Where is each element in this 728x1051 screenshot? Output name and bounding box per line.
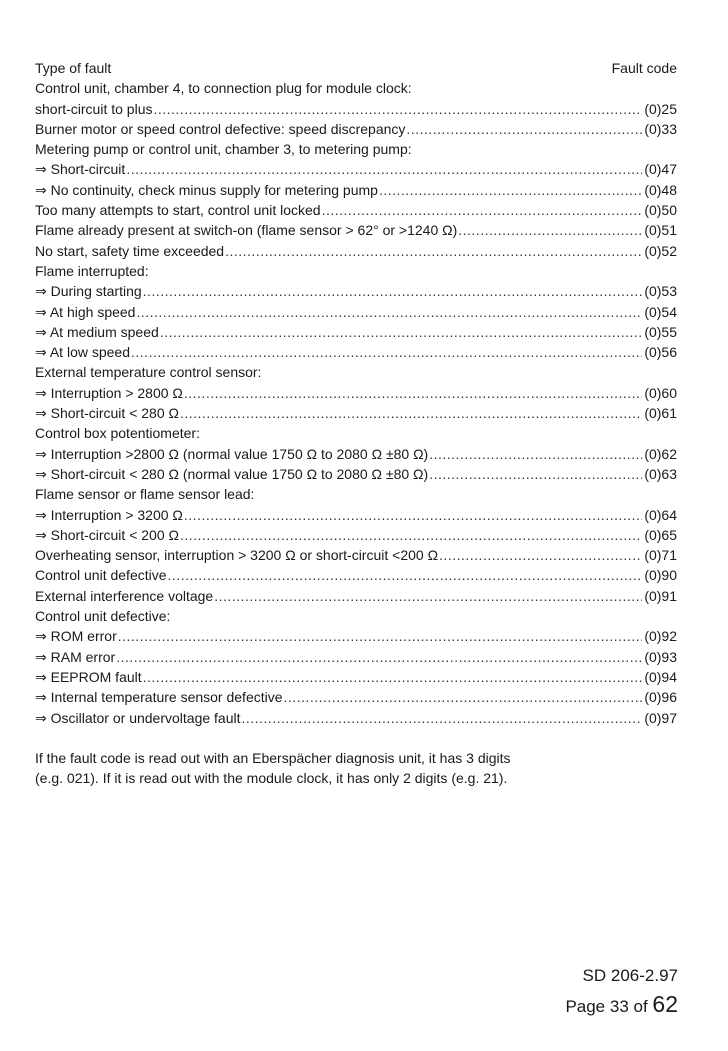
- dot-leader: [184, 383, 642, 403]
- fault-row: [35, 383, 677, 403]
- fault-description: Too many attempts to start, control unit locked: [35, 202, 321, 219]
- fault-row: [35, 99, 677, 119]
- page-footer: [565, 962, 678, 1021]
- fault-row: [35, 545, 677, 565]
- dot-leader: [379, 180, 642, 200]
- dot-leader: [322, 200, 643, 220]
- fault-row: [35, 159, 677, 179]
- fault-list: [35, 78, 677, 728]
- fault-code: (0)96: [644, 689, 677, 706]
- dot-leader: [136, 302, 642, 322]
- fault-code: (0)64: [644, 506, 677, 523]
- dot-leader: [143, 667, 643, 687]
- fault-description: ⇒ At medium speed: [35, 323, 159, 340]
- fault-description: No start, safety time exceeded: [35, 242, 225, 259]
- fault-code: (0)94: [644, 668, 677, 685]
- dot-leader: [143, 281, 643, 301]
- fault-description: ⇒ No continuity, check minus supply for metering pump: [35, 181, 378, 198]
- note-line: If the fault code is read out with an Eberspächer diagnosis unit, it has 3 digits: [35, 749, 511, 766]
- fault-code-header: Fault code: [611, 60, 677, 76]
- dot-leader: [180, 403, 642, 423]
- fault-code: (0)97: [644, 709, 677, 726]
- fault-description: External interference voltage: [35, 587, 214, 604]
- fault-row: [35, 119, 677, 139]
- note-paragraph: [35, 748, 677, 789]
- fault-code: (0)25: [644, 100, 677, 117]
- fault-code: (0)47: [644, 161, 677, 178]
- fault-group-heading: [35, 606, 677, 626]
- fault-description: ⇒ Short-circuit < 280 Ω (normal value 1750 Ω to 2080 Ω ±80 Ω): [35, 465, 429, 482]
- fault-code: (0)93: [644, 648, 677, 665]
- dot-leader: [225, 241, 642, 261]
- fault-description: ⇒ During starting: [35, 283, 142, 300]
- fault-code: (0)50: [644, 202, 677, 219]
- fault-code: (0)65: [644, 526, 677, 543]
- dot-leader: [168, 565, 643, 585]
- fault-code: (0)60: [644, 384, 677, 401]
- fault-row: [35, 687, 677, 707]
- fault-group-heading: [35, 261, 677, 281]
- fault-code: (0)62: [644, 445, 677, 462]
- dot-leader: [458, 220, 642, 240]
- fault-row: [35, 464, 677, 484]
- type-of-fault-header: Type of fault: [35, 60, 112, 76]
- fault-description: External temperature control sensor:: [35, 364, 262, 381]
- dot-leader: [429, 444, 642, 464]
- fault-description: Metering pump or control unit, chamber 3, to metering pump:: [35, 141, 412, 158]
- fault-description: ⇒ Interruption > 3200 Ω: [35, 506, 183, 523]
- fault-row: [35, 647, 677, 667]
- dot-leader: [214, 586, 642, 606]
- fault-row: [35, 342, 677, 362]
- fault-row: [35, 403, 677, 423]
- dot-leader: [126, 159, 642, 179]
- dot-leader: [242, 708, 643, 728]
- fault-group-heading: [35, 139, 677, 159]
- fault-row: [35, 180, 677, 200]
- fault-row: [35, 708, 677, 728]
- page-prefix: Page 33 of: [565, 997, 653, 1016]
- fault-description: ⇒ Oscillator or undervoltage fault: [35, 709, 241, 726]
- fault-code: (0)53: [644, 283, 677, 300]
- fault-row: [35, 200, 677, 220]
- fault-group-heading: [35, 423, 677, 443]
- fault-row: [35, 281, 677, 301]
- fault-description: Control box potentiometer:: [35, 425, 200, 442]
- dot-leader: [439, 545, 642, 565]
- fault-description: ⇒ ROM error: [35, 628, 117, 645]
- dot-leader: [429, 464, 642, 484]
- fault-description: Control unit defective: [35, 567, 167, 584]
- fault-row: [35, 220, 677, 240]
- fault-row: [35, 302, 677, 322]
- fault-description: Overheating sensor, interruption > 3200 Ω or short-circuit <200 Ω: [35, 547, 439, 564]
- fault-description: ⇒ At low speed: [35, 344, 131, 361]
- dot-leader: [160, 322, 643, 342]
- page-number: [565, 990, 678, 1021]
- fault-row: [35, 667, 677, 687]
- fault-description: Control unit, chamber 4, to connection plug for module clock:: [35, 80, 412, 97]
- dot-leader: [131, 342, 642, 362]
- fault-row: [35, 586, 677, 606]
- fault-description: short-circuit to plus: [35, 100, 153, 117]
- document-id: SD 206-2.97: [582, 966, 678, 985]
- fault-description: ⇒ Internal temperature sensor defective: [35, 689, 283, 706]
- fault-code: (0)92: [644, 628, 677, 645]
- fault-code: (0)52: [644, 242, 677, 259]
- fault-description: Flame interrupted:: [35, 262, 149, 279]
- fault-description: ⇒ At high speed: [35, 303, 136, 320]
- fault-code: (0)91: [644, 587, 677, 604]
- fault-code: (0)33: [644, 120, 677, 137]
- fault-description: Flame sensor or flame sensor lead:: [35, 486, 255, 503]
- fault-description: ⇒ Short-circuit: [35, 161, 126, 178]
- fault-description: ⇒ RAM error: [35, 648, 116, 665]
- table-header: [35, 58, 677, 78]
- dot-leader: [284, 687, 643, 707]
- fault-description: Burner motor or speed control defective: speed discrepancy: [35, 120, 406, 137]
- fault-description: ⇒ Interruption >2800 Ω (normal value 1750 Ω to 2080 Ω ±80 Ω): [35, 445, 429, 462]
- fault-code: (0)63: [644, 465, 677, 482]
- fault-row: [35, 626, 677, 646]
- page-total: 62: [652, 991, 678, 1017]
- fault-code-table: [35, 58, 677, 789]
- fault-description: ⇒ Short-circuit < 200 Ω: [35, 526, 179, 543]
- dot-leader: [184, 505, 642, 525]
- fault-row: [35, 565, 677, 585]
- dot-leader: [406, 119, 642, 139]
- fault-row: [35, 444, 677, 464]
- fault-code: (0)61: [644, 405, 677, 422]
- fault-code: (0)56: [644, 344, 677, 361]
- fault-code: (0)55: [644, 323, 677, 340]
- fault-row: [35, 322, 677, 342]
- fault-code: (0)54: [644, 303, 677, 320]
- fault-group-heading: [35, 484, 677, 504]
- fault-description: ⇒ EEPROM fault: [35, 668, 142, 685]
- fault-code: (0)90: [644, 567, 677, 584]
- fault-description: Control unit defective:: [35, 608, 171, 625]
- fault-code: (0)48: [644, 181, 677, 198]
- dot-leader: [116, 647, 642, 667]
- fault-description: Flame already present at switch-on (flame sensor > 62° or >1240 Ω): [35, 222, 458, 239]
- fault-group-heading: [35, 362, 677, 382]
- fault-code: (0)71: [644, 547, 677, 564]
- fault-description: ⇒ Interruption > 2800 Ω: [35, 384, 183, 401]
- dot-leader: [118, 626, 643, 646]
- dot-leader: [153, 99, 642, 119]
- fault-code: (0)51: [644, 222, 677, 239]
- fault-row: [35, 525, 677, 545]
- fault-description: ⇒ Short-circuit < 280 Ω: [35, 405, 179, 422]
- note-line: (e.g. 021). If it is read out with the module clock, it has only 2 digits (e.g. 21).: [35, 770, 508, 787]
- fault-row: [35, 241, 677, 261]
- fault-row: [35, 505, 677, 525]
- dot-leader: [180, 525, 642, 545]
- fault-group-heading: [35, 78, 677, 98]
